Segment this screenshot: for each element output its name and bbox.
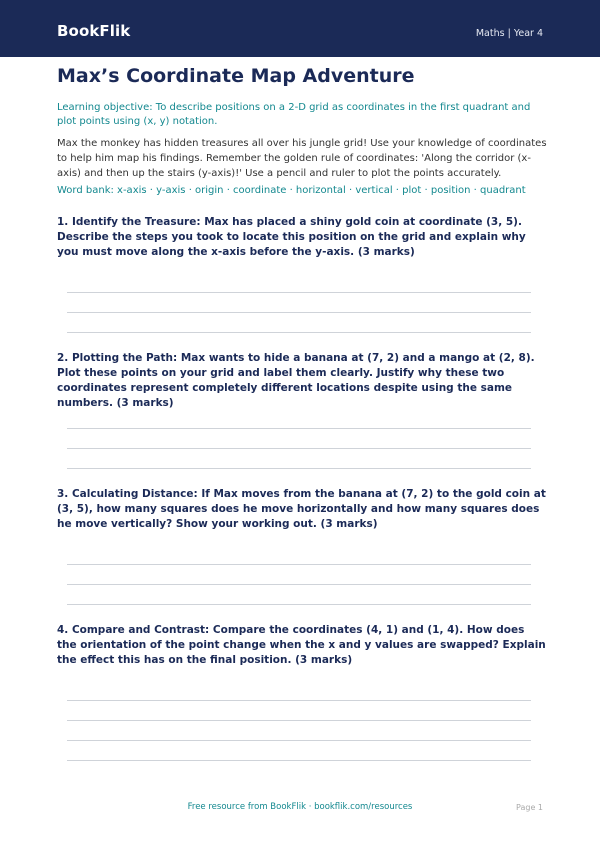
- brand-logo: BookFlik: [57, 22, 131, 40]
- question-4: 4. Compare and Contrast: Compare the coordinates (4, 1) and (1, 4). How does the orientation of the point change when the x and y values are swapped? Explain the effect this has on the final position. (3 marks): [57, 624, 546, 666]
- question-1: 1. Identify the Treasure: Max has placed a shiny gold coin at coordinate (3, 5). Describe the steps you took to locate this position on the grid and explain why you must move along the x-axis before the y-axis. (3 marks): [57, 216, 526, 258]
- intro-paragraph: Max the monkey has hidden treasures all over his jungle grid! Use your knowledge of coordinates to help him map his findings. Remember the golden rule of coordinates: 'Along the corridor (x-axis) and then up the stairs (y-axis)!' Use a pencil and ruler to plot the points accurately.: [57, 138, 547, 179]
- answer-line[interactable]: [67, 428, 531, 429]
- answer-line[interactable]: [67, 740, 531, 741]
- answer-line[interactable]: [67, 700, 531, 701]
- answer-line[interactable]: [67, 448, 531, 449]
- answer-line[interactable]: [67, 312, 531, 313]
- answer-line[interactable]: [67, 332, 531, 333]
- answer-line[interactable]: [67, 584, 531, 585]
- answer-line[interactable]: [67, 292, 531, 293]
- worksheet-title: Max’s Coordinate Map Adventure: [57, 65, 415, 87]
- word-bank: Word bank: x-axis · y-axis · origin · coordinate · horizontal · vertical · plot · position · quadrant: [57, 185, 526, 196]
- page-header: [0, 0, 600, 57]
- answer-line[interactable]: [67, 604, 531, 605]
- learning-objective: Learning objective: To describe positions on a 2-D grid as coordinates in the first quadrant and plot points using (x, y) notation.: [57, 102, 531, 127]
- answer-line[interactable]: [67, 468, 531, 469]
- question-2: 2. Plotting the Path: Max wants to hide a banana at (7, 2) and a mango at (2, 8). Plot these points on your grid and label them clearly. Justify why these two coordinates represent completely different locations despite using the same numbers. (3 marks): [57, 352, 535, 409]
- page-number: Page 1: [516, 803, 543, 812]
- question-3: 3. Calculating Distance: If Max moves from the banana at (7, 2) to the gold coin at (3, 5), how many squares does he move horizontally and how many squares does he move vertically? Show your working out. (3 marks): [57, 488, 546, 530]
- subject-label: Maths | Year 4: [475, 28, 543, 39]
- answer-line[interactable]: [67, 564, 531, 565]
- answer-line[interactable]: [67, 720, 531, 721]
- footer-resource-link[interactable]: Free resource from BookFlik · bookflik.com/resources: [187, 802, 413, 812]
- answer-line[interactable]: [67, 760, 531, 761]
